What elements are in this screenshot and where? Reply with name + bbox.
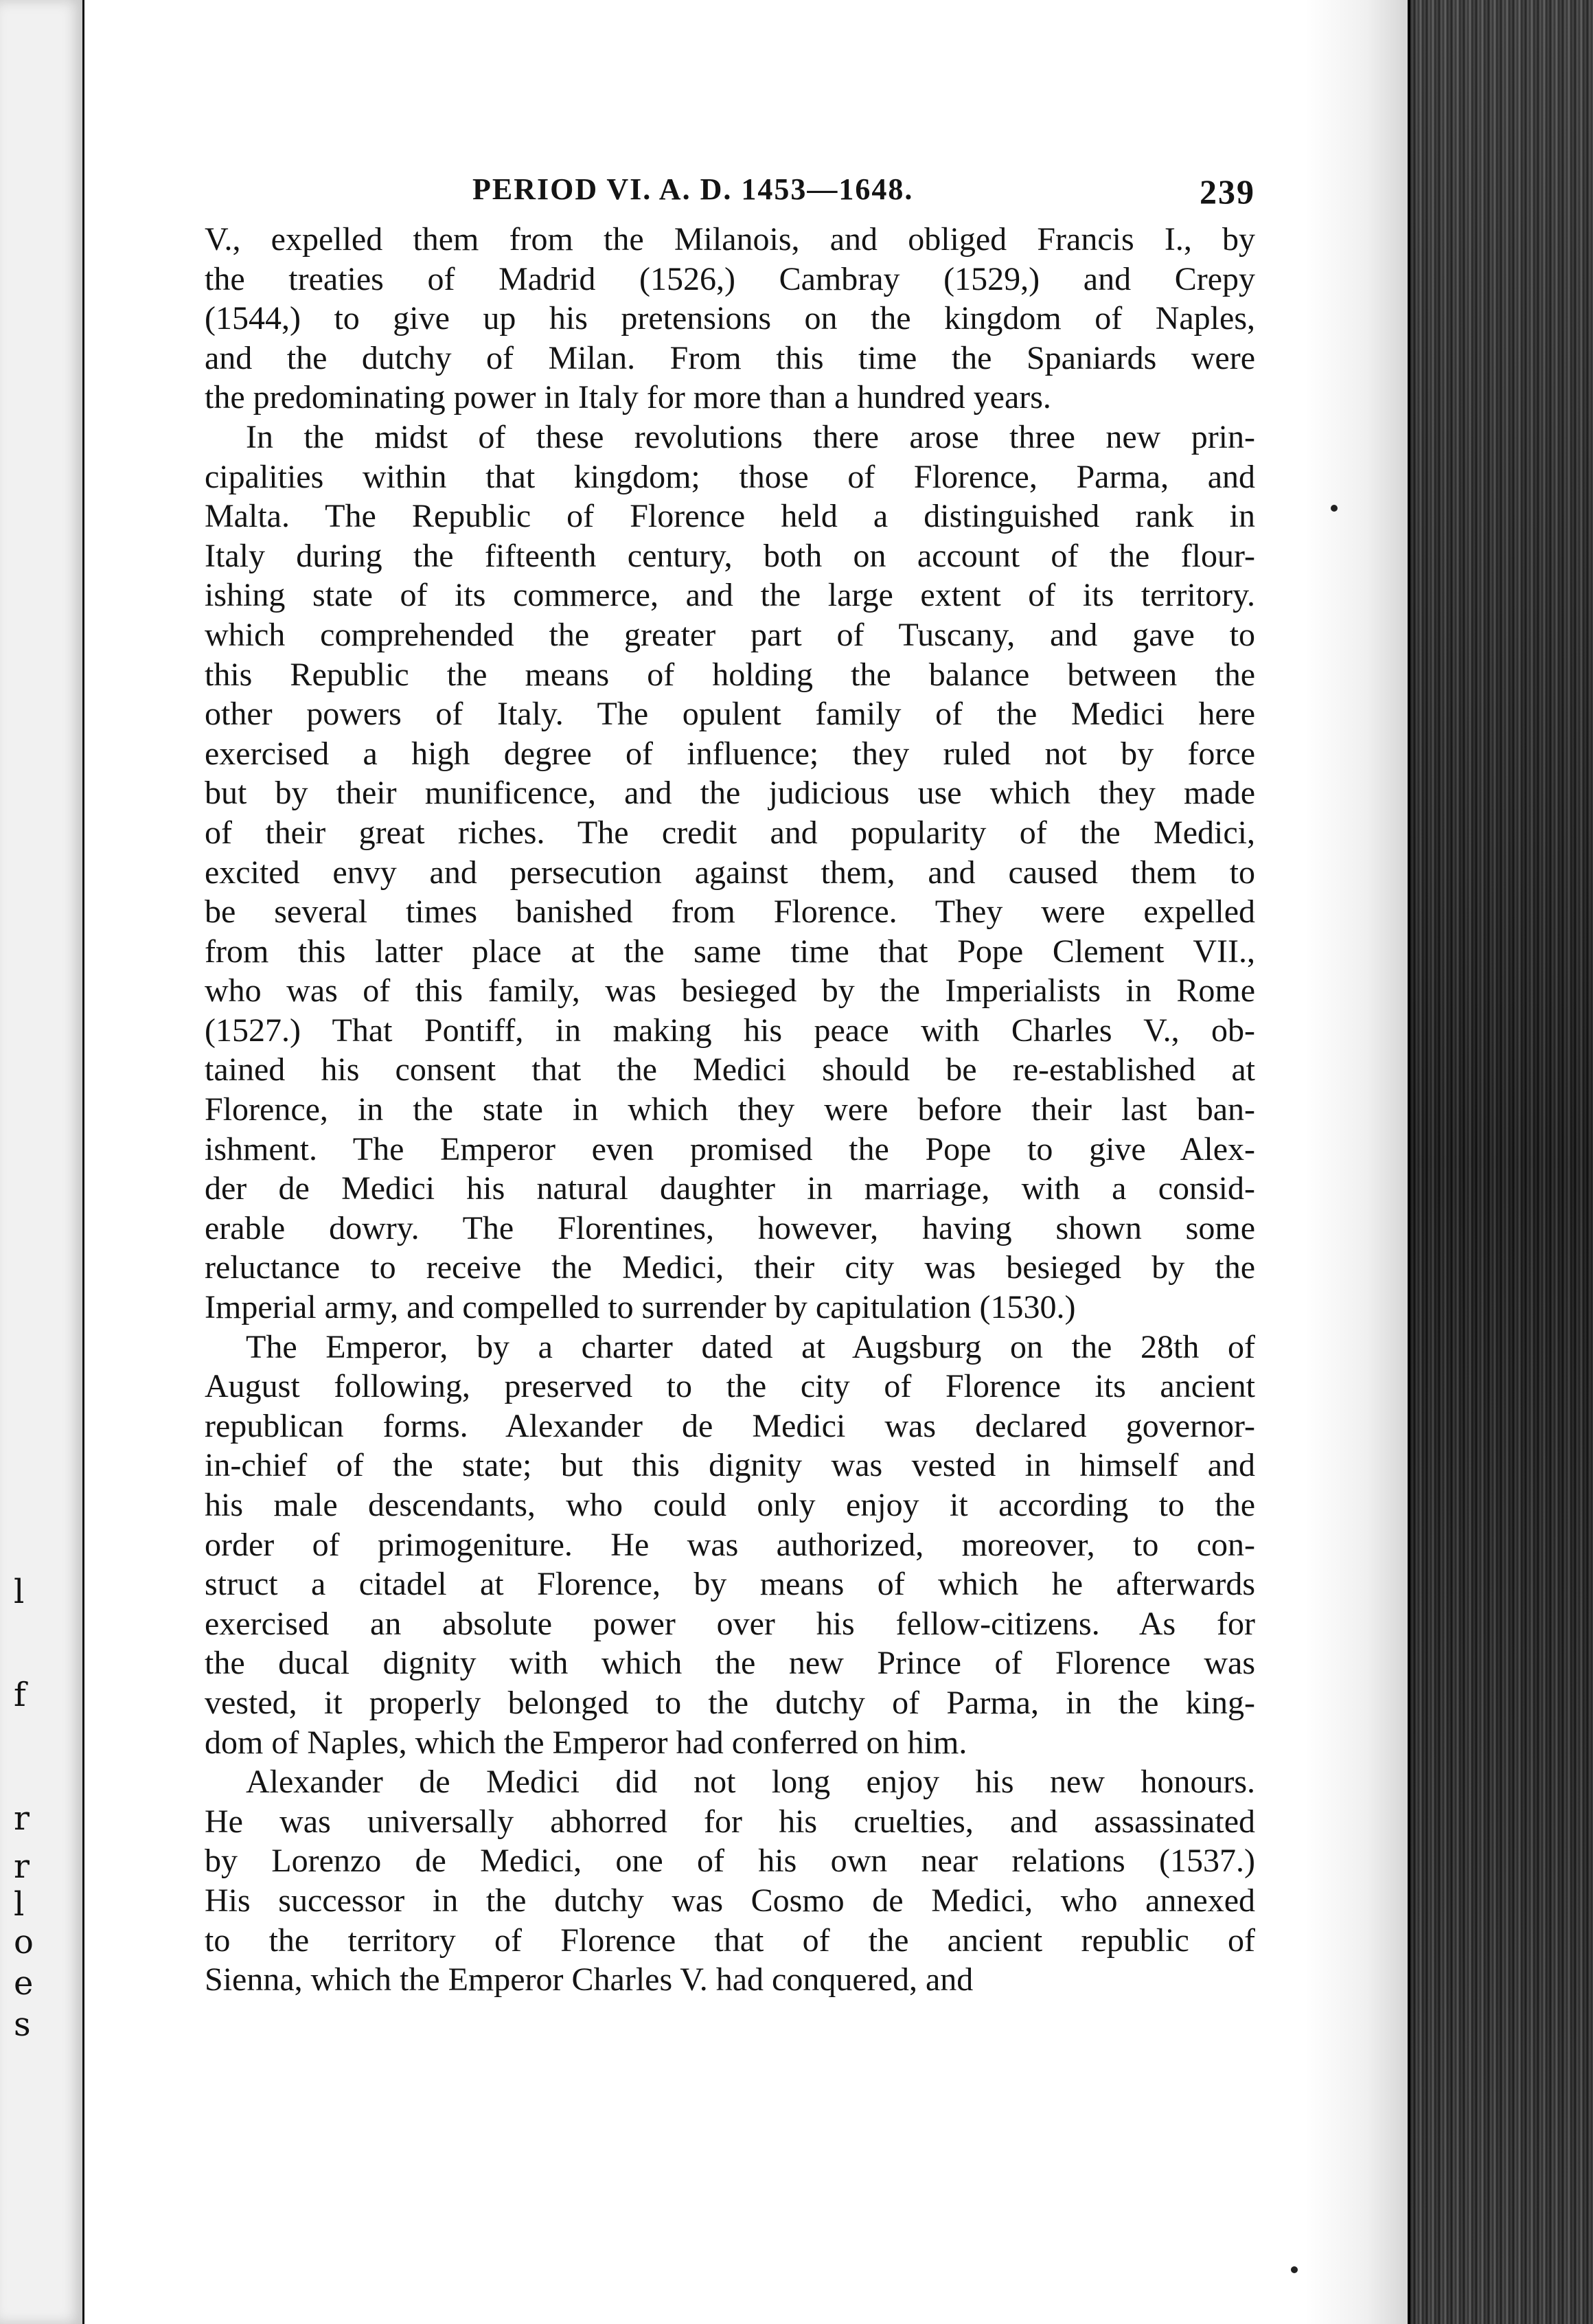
text-line: In the midst of these revolutions there arose three new prin-	[246, 418, 1255, 455]
text-line: Florence, in the state in which they were before their last ban-	[205, 1091, 1255, 1128]
text-line: Alexander de Medici did not long enjoy his new honours.	[246, 1764, 1255, 1801]
left-margin-letter: o	[14, 1923, 34, 1961]
text-line: who was of this family, was besieged by the Imperialists in Rome	[205, 972, 1255, 1010]
text-line: He was universally abhorred for his cruelties, and assassinated	[205, 1803, 1255, 1840]
text-line: the treaties of Madrid (1526,) Cambray (1529,) and Crepy	[205, 260, 1255, 297]
text-line: (1527.) That Pontiff, in making his peace with Charles V., ob-	[205, 1012, 1255, 1049]
text-line: but by their munificence, and the judicious use which they made	[205, 775, 1255, 812]
text-line: reluctance to receive the Medici, their city was besieged by the	[205, 1249, 1255, 1286]
text-line: by Lorenzo de Medici, one of his own near relations (1537.)	[205, 1843, 1255, 1880]
text-line: Italy during the fifteenth century, both on account of the flour-	[205, 537, 1255, 574]
page-number: 239	[1200, 172, 1255, 211]
left-margin-letter: r	[14, 1799, 30, 1838]
text-block	[205, 220, 1255, 2000]
text-line: from this latter place at the same time that Pope Clement VII.,	[205, 933, 1255, 970]
text-line: his male descendants, who could only enjoy it according to the	[205, 1487, 1255, 1523]
text-line: (1544,) to give up his pretensions on the kingdom of Naples,	[205, 300, 1255, 337]
text-line: of their great riches. The credit and popularity of the Medici,	[205, 814, 1255, 851]
text-line: The Emperor, by a charter dated at Augsburg on the 28th of	[246, 1328, 1255, 1365]
left-margin-letter: f	[14, 1676, 26, 1714]
text-line: exercised an absolute power over his fellow-citizens. As for	[205, 1605, 1255, 1642]
text-line: order of primogeniture. He was authorized, moreover, to con-	[205, 1526, 1255, 1563]
text-line: other powers of Italy. The opulent family of the Medici here	[205, 696, 1255, 733]
paragraph	[205, 418, 1255, 1328]
text-line: republican forms. Alexander de Medici was declared governor-	[205, 1407, 1255, 1444]
left-margin-letter: r	[14, 1847, 30, 1886]
left-margin-letter: l	[14, 1573, 25, 1611]
left-margin-letter: l	[14, 1885, 25, 1924]
text-line: erable dowry. The Florentines, however, having shown some	[205, 1209, 1255, 1246]
text-line: ishment. The Emperor even promised the Pope to give Alex-	[205, 1130, 1255, 1167]
text-line: ishing state of its commerce, and the large extent of its territory.	[205, 577, 1255, 614]
text-line: exercised a high degree of influence; they ruled not by force	[205, 735, 1255, 772]
previous-page-edge	[0, 0, 84, 2324]
ink-speck	[1331, 505, 1338, 512]
text-line: this Republic the means of holding the balance between the	[205, 656, 1255, 693]
text-line: to the territory of Florence that of the ancient republic of	[205, 1922, 1255, 1959]
text-line: cipalities within that kingdom; those of Florence, Parma, and	[205, 458, 1255, 495]
text-line: Sienna, which the Emperor Charles V. had conquered, and	[205, 1961, 974, 1998]
text-line: the ducal dignity with which the new Prince of Florence was	[205, 1645, 1255, 1682]
text-line: dom of Naples, which the Emperor had conferred on him.	[205, 1724, 967, 1761]
text-line: August following, preserved to the city of Florence its ancient	[205, 1368, 1255, 1405]
book-fore-edge	[1408, 0, 1593, 2324]
text-line: der de Medici his natural daughter in marriage, with a consid-	[205, 1170, 1255, 1207]
gutter-shadow	[1305, 0, 1408, 2324]
page-body	[205, 172, 1255, 2000]
text-line: Malta. The Republic of Florence held a distinguished rank in	[205, 498, 1255, 535]
text-line: Imperial army, and compelled to surrender by capitulation (1530.)	[205, 1289, 1076, 1326]
text-line: which comprehended the greater part of Tuscany, and gave to	[205, 616, 1255, 653]
ink-speck	[1291, 2266, 1298, 2273]
text-line: struct a citadel at Florence, by means of which he afterwards	[205, 1566, 1255, 1603]
text-line: and the dutchy of Milan. From this time the Spaniards were	[205, 339, 1255, 376]
paragraph	[205, 1762, 1255, 2000]
paragraph	[205, 1328, 1255, 1763]
text-line: tained his consent that the Medici should be re-established at	[205, 1051, 1255, 1089]
left-margin-letter: e	[14, 1964, 34, 2003]
running-head	[205, 172, 1255, 210]
text-line: His successor in the dutchy was Cosmo de Medici, who annexed	[205, 1882, 1255, 1919]
text-line: the predominating power in Italy for more than a hundred years.	[205, 379, 1051, 416]
paragraph	[205, 220, 1255, 418]
text-line: excited envy and persecution against them, and caused them to	[205, 854, 1255, 891]
left-margin-letter: s	[14, 2005, 31, 2044]
text-line: be several times banished from Florence. They were expelled	[205, 893, 1255, 931]
text-line: in-chief of the state; but this dignity was vested in himself and	[205, 1447, 1255, 1484]
text-line: V., expelled them from the Milanois, and obliged Francis I., by	[205, 221, 1255, 258]
running-head-title: PERIOD VI. A. D. 1453—1648.	[472, 172, 914, 206]
text-line: vested, it properly belonged to the dutchy of Parma, in the king-	[205, 1684, 1255, 1721]
